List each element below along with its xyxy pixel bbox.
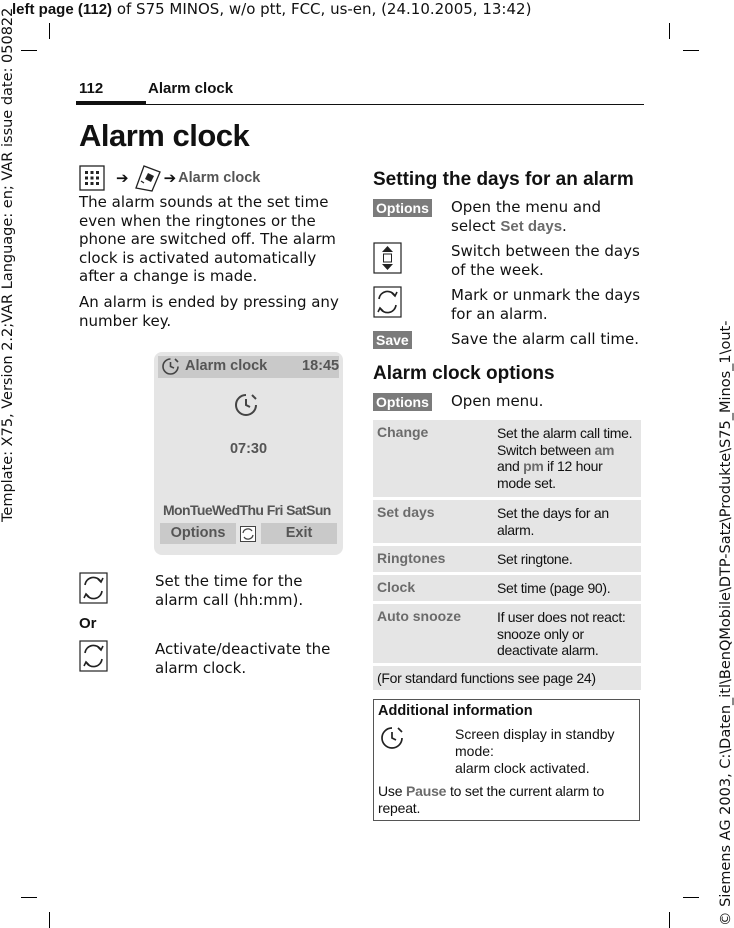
menu-grid-icon — [79, 165, 105, 191]
option-desc: Set the days for an alarm. — [497, 505, 609, 538]
days-step-open-menu — [451, 198, 643, 236]
print-header — [12, 0, 531, 18]
soft-key-options[interactable]: Options — [160, 523, 236, 544]
table-row — [373, 500, 641, 543]
phone-screen — [154, 352, 343, 555]
days-step-text: Open the menu and select — [451, 198, 602, 235]
days-step-save: Save the alarm call time. — [451, 330, 640, 348]
side-copyright-text — [700, 24, 734, 926]
days-step-switch: Switch between the days of the week. — [451, 242, 640, 279]
days-step-text-end: . — [562, 216, 567, 235]
table-footer-row — [373, 666, 641, 690]
am-key: am — [594, 441, 615, 458]
options-open-menu: Open menu. — [451, 392, 544, 410]
weekday: Mon — [163, 502, 190, 518]
step-activate: Activate/deactivate the alarm clock. — [155, 640, 331, 677]
save-key — [373, 330, 412, 349]
options-table — [373, 420, 641, 693]
alarm-clock-icon — [161, 357, 180, 376]
crop-mark — [49, 912, 50, 928]
control-key-icon — [79, 640, 108, 672]
weekday-row — [163, 502, 331, 518]
options-softkey: Options — [373, 393, 432, 411]
page-title: Alarm clock — [79, 118, 250, 153]
additional-info-icon-text: Screen display in standby mode: alarm clock activated. — [455, 726, 615, 776]
table-row — [373, 420, 641, 497]
table-row — [373, 575, 641, 601]
set-days-key: Set days — [500, 217, 563, 235]
nav-path — [79, 164, 260, 192]
option-desc: If user does not react: snooze only or deactivate alarm. — [497, 609, 626, 658]
print-header-page: left page (112) — [12, 1, 113, 18]
heading-setting-days: Setting the days for an alarm — [373, 169, 634, 190]
options-key — [373, 392, 432, 411]
control-key-icon — [373, 286, 402, 318]
alarm-time: 07:30 — [229, 441, 268, 457]
pm-key: pm — [523, 458, 544, 474]
option-desc-text: if 12 hour mode set. — [497, 458, 603, 491]
crop-mark — [669, 23, 670, 39]
table-row — [373, 604, 641, 663]
pause-key: Pause — [406, 783, 447, 799]
weekday: Wed — [212, 502, 240, 518]
crop-mark — [683, 897, 699, 898]
option-name: Ringtones — [377, 550, 446, 566]
option-desc — [497, 420, 641, 497]
side-copyright-label: © Siemens AG 2003, C:\Daten_itl\BenQMobile\DTP-Satz\Produkte\S75_Minos_1\out- — [718, 320, 734, 926]
alarm-clock-icon — [233, 392, 259, 418]
options-softkey: Options — [373, 199, 432, 217]
option-name: Change — [377, 424, 429, 440]
option-name: Clock — [377, 579, 416, 595]
page-number: 112 — [79, 80, 104, 97]
option-name: Set days — [377, 504, 435, 520]
weekday: Thu — [239, 502, 264, 518]
additional-info-title: Additional information — [378, 703, 533, 719]
step-set-time: Set the time for the alarm call (hh:mm). — [155, 572, 304, 609]
option-desc: Set time (page 90). — [497, 580, 611, 596]
crop-mark — [49, 23, 50, 39]
crop-mark — [669, 912, 670, 928]
option-desc-text: and — [497, 458, 524, 474]
side-template-text — [0, 7, 18, 904]
days-step-mark: Mark or unmark the days for an alarm. — [451, 286, 641, 323]
header-rule — [146, 104, 644, 105]
intro-paragraph: The alarm sounds at the set time even when the ringtones or the phone are switched off. The alarm clock is activated automatically after a change is made. — [79, 193, 336, 285]
additional-info-box — [373, 699, 640, 821]
options-key — [373, 198, 432, 217]
weekday: Tue — [189, 502, 213, 518]
table-footer: (For standard functions see page 24) — [377, 670, 596, 686]
or-label: Or — [79, 615, 97, 632]
screen-clock: 18:45 — [302, 358, 340, 374]
table-row — [373, 546, 641, 572]
control-key-icon — [240, 526, 256, 542]
option-name: Auto snooze — [377, 608, 461, 624]
soft-key-exit[interactable]: Exit — [261, 523, 337, 544]
save-softkey: Save — [373, 331, 412, 349]
weekday: Fri — [266, 502, 283, 518]
nav-target: Alarm clock — [178, 170, 261, 186]
arrow-icon: ➔ — [163, 170, 177, 187]
pause-text-end: to set the current alarm to repeat. — [378, 783, 605, 816]
crop-mark — [21, 50, 37, 51]
weekday: Sat — [286, 502, 307, 518]
option-desc: Set ringtone. — [497, 551, 573, 567]
weekday: Sun — [306, 502, 331, 518]
running-title: Alarm clock — [148, 80, 234, 97]
side-template-label: Template: X75, Version 2.2;VAR Language: en; VAR issue date: 050822 — [0, 7, 16, 522]
screen-title: Alarm clock — [185, 358, 268, 374]
header-rule-thick — [76, 101, 146, 105]
crop-mark — [683, 50, 699, 51]
up-down-key-icon — [373, 242, 402, 274]
crop-mark — [21, 897, 37, 898]
organiser-icon — [132, 164, 162, 192]
alarm-clock-icon — [379, 725, 407, 751]
arrow-icon: ➔ — [116, 170, 129, 187]
print-header-rest: of S75 MINOS, w/o ptt, FCC, us-en, (24.10.2005, 13:42) — [112, 0, 532, 18]
pause-text: Use — [378, 783, 406, 799]
option-desc-text: Set the alarm call time. Switch between — [497, 425, 633, 458]
intro-paragraph: An alarm is ended by pressing any number key. — [79, 293, 339, 330]
control-key-icon — [79, 572, 108, 604]
additional-info-pause — [378, 783, 633, 816]
heading-options: Alarm clock options — [373, 363, 555, 384]
